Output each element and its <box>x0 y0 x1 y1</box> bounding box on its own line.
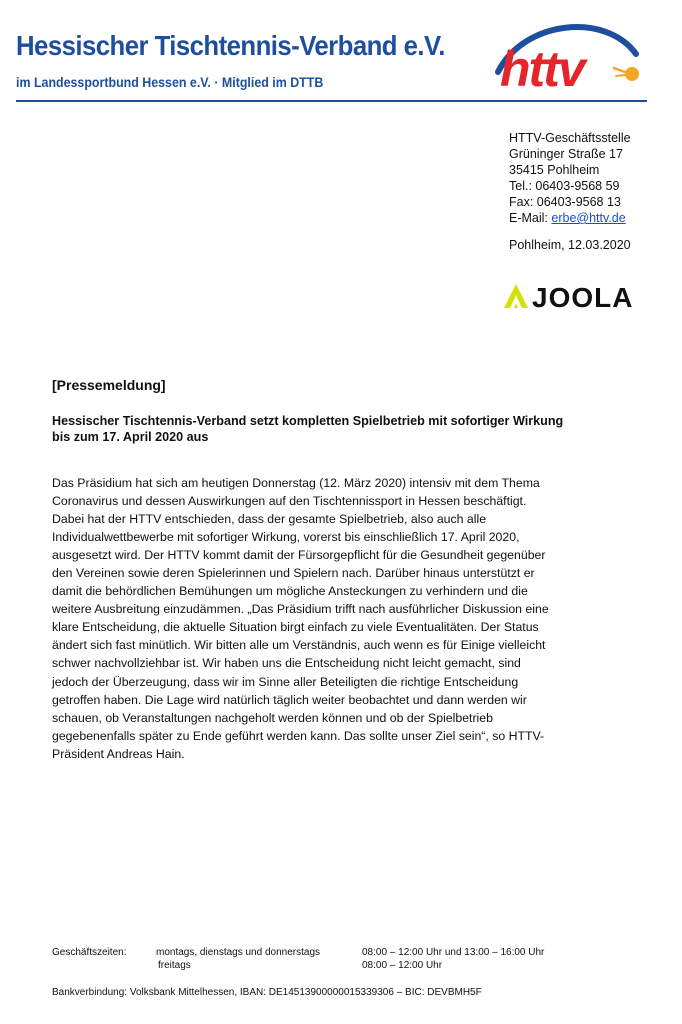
business-hours-2: 08:00 – 12:00 Uhr <box>362 960 443 971</box>
headline-line: bis zum 17. April 2020 aus <box>52 430 209 444</box>
joola-logo <box>502 281 666 311</box>
body-line: ändert sich fast minütlich. Wir bitten alle um Verständnis, auch wenn es für Einige vielleicht <box>52 638 546 653</box>
email-link[interactable]: erbe@httv.de <box>551 211 626 225</box>
email-label: E-Mail: <box>509 211 552 225</box>
business-days-1: montags, dienstags und donnerstags <box>156 947 320 958</box>
body-line: Das Präsidium hat sich am heutigen Donnerstag (12. März 2020) intensiv mit dem Thema <box>52 476 540 490</box>
bank-details: Bankverbindung: Volksbank Mittelhessen, IBAN: DE14513900000015339306 – BIC: DEVBMH5F <box>52 987 482 998</box>
logo-text: httv <box>500 41 584 97</box>
body-line: ausgesetzt wird. Der HTTV kommt damit der Fürsorgepflicht für die Gesundheit gegenüber <box>52 548 546 563</box>
body-line: gegebenenfalls später zu Ende geführt werden kann. Das sollte unser Ziel sein“, so HTTV- <box>52 728 545 743</box>
body-line: schauen, ob Veranstaltungen nachgeholt werden können und ob der Spielbetrieb <box>52 710 493 725</box>
body-line: schwer nachvollziehbar ist. Wir haben uns die Entscheidung nicht leicht gemacht, sind <box>52 656 521 671</box>
body-line: Individualwettbewerbe mit sofortiger Wirkung, vorerst bis einschließlich 17. April 2020, <box>52 530 520 545</box>
business-hours-label: Geschäftszeiten: <box>52 947 127 958</box>
body-line: Coronavirus und dessen Auswirkungen auf den Tischtennissport in Hessen beschäftigt. <box>52 494 527 509</box>
organization-title: Hessischer Tischtennis-Verband e.V. <box>16 30 445 61</box>
email-line <box>509 210 631 226</box>
address-line: Grüninger Straße 17 <box>509 147 623 161</box>
business-hours-1: 08:00 – 12:00 Uhr und 13:00 – 16:00 Uhr <box>362 947 545 958</box>
body-line: weitere Ausbreitung einzudämmen. „Das Präsidium trifft nach ausführlicher Diskussion eine <box>52 602 549 617</box>
body-line: Präsident Andreas Hain. <box>52 746 185 761</box>
address-line: 35415 Pohlheim <box>509 163 600 177</box>
press-body <box>52 474 612 763</box>
body-line: jedoch der Überzeugung, dass wir im Sinne aller Beteiligten die richtige Entscheidung <box>52 674 519 689</box>
body-line: Dabei hat der HTTV entschieden, dass der gesamte Spielbetrieb, also auch alle <box>52 512 487 527</box>
press-headline <box>52 413 622 445</box>
headline-line: Hessischer Tischtennis-Verband setzt kompletten Spielbetrieb mit sofortiger Wirkung <box>52 414 564 428</box>
business-days-2: freitags <box>158 960 191 971</box>
letter-date: Pohlheim, 12.03.2020 <box>509 238 631 252</box>
fax-line: Fax: 06403-9568 13 <box>509 195 621 209</box>
httv-logo <box>486 14 650 104</box>
address-block <box>509 130 631 226</box>
sponsor-name: JOOLA <box>532 282 634 311</box>
address-line: HTTV-Geschäftsstelle <box>509 131 631 145</box>
organization-subtitle: im Landessportbund Hessen e.V. · Mitglied im DTTB <box>16 75 324 90</box>
ball-icon <box>625 67 639 81</box>
press-release-tag: [Pressemeldung] <box>52 377 166 393</box>
phone-line: Tel.: 06403-9568 59 <box>509 179 620 193</box>
body-line: klare Entscheidung, die aktuelle Situation birgt einfach zu viele Eventualitäten. Der Status <box>52 620 539 635</box>
body-line: damit die behördlichen Bemühungen um mögliche Ansteckungen zu verhindern und die <box>52 584 528 599</box>
body-line: getroffen haben. Die Lage wird natürlich täglich weiter beobachtet und dann werden wir <box>52 692 527 707</box>
body-line: den Vereinen sowie deren Spielerinnen und Spielern nach. Darüber hinaus unterstützt er <box>52 566 535 581</box>
